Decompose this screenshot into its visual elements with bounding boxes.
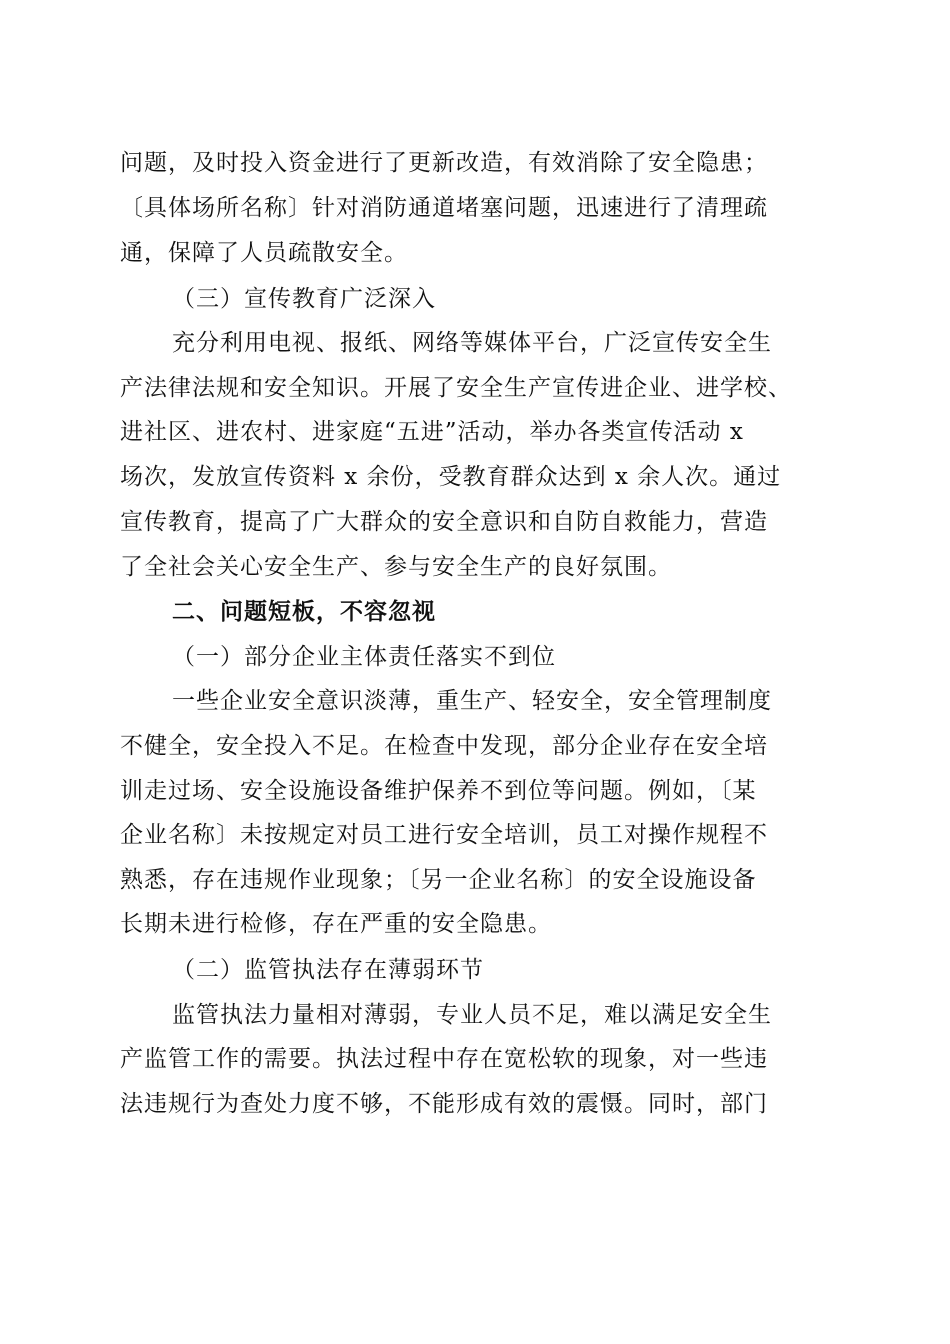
body-line: 法违规行为查处力度不够，不能形成有效的震慑。同时，部门	[120, 1091, 768, 1117]
section-subheading: （一）部分企业主体责任落实不到位	[172, 644, 556, 670]
body-line: 宣传教育，提高了广大群众的安全意识和自防自救能力，营造	[120, 509, 768, 535]
body-line: 问题，及时投入资金进行了更新改造，有效消除了安全隐患；	[120, 150, 768, 176]
body-line: 进社区、进农村、进家庭“五进”活动，举办各类宣传活动 x	[120, 419, 744, 445]
section-heading: 二、问题短板，不容忽视	[172, 599, 436, 625]
paragraph-first-line: 监管执法力量相对薄弱，专业人员不足，难以满足安全生	[172, 1002, 772, 1028]
body-line: 企业名称〕未按规定对员工进行安全培训，员工对操作规程不	[120, 822, 768, 848]
body-line: 长期未进行检修，存在严重的安全隐患。	[120, 911, 552, 937]
body-line: 通，保障了人员疏散安全。	[120, 240, 408, 266]
body-line: 了全社会关心安全生产、参与安全生产的良好氛围。	[120, 554, 672, 580]
body-line: 〔具体场所名称〕针对消防通道堵塞问题，迅速进行了清理疏	[120, 195, 768, 221]
body-line: 产法律法规和安全知识。开展了安全生产宣传进企业、进学校、	[120, 375, 792, 401]
section-subheading: （三）宣传教育广泛深入	[172, 286, 436, 312]
section-subheading: （二）监管执法存在薄弱环节	[172, 957, 484, 983]
body-line: 熟悉，存在违规作业现象；〔另一企业名称〕的安全设施设备	[120, 867, 757, 893]
body-line: 训走过场、安全设施设备维护保养不到位等问题。例如，〔某	[120, 778, 757, 804]
body-line: 不健全，安全投入不足。在检查中发现，部分企业存在安全培	[120, 733, 768, 759]
paragraph-first-line: 充分利用电视、报纸、网络等媒体平台，广泛宣传安全生	[172, 330, 772, 356]
paragraph-first-line: 一些企业安全意识淡薄，重生产、轻安全，安全管理制度	[172, 688, 772, 714]
body-line: 场次，发放宣传资料 x 余份，受教育群众达到 x 余人次。通过	[120, 464, 782, 490]
body-line: 产监管工作的需要。执法过程中存在宽松软的现象，对一些违	[120, 1046, 768, 1072]
